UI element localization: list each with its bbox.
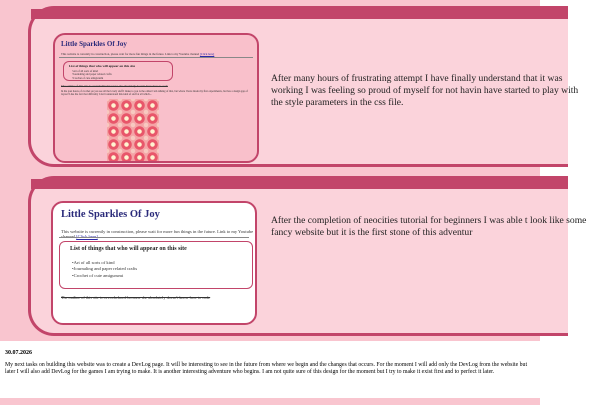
strike-text: The outline of this site is overwhelmed because she absolutely doesn't know how to code (61, 295, 211, 300)
crochet-pattern-image (107, 99, 159, 161)
screenshot-title: Little Sparkles Of Joy (61, 209, 160, 220)
bottom-band (0, 398, 540, 405)
divider (59, 57, 253, 58)
list-item: • Art of all sorts of kind (72, 70, 112, 73)
entry-text: My next tasks on building this website was to create a DevLog page. It will be interesting to see in the future from where we begin and the changes that occurs. For the moment I will add only the DevLog from the website but later I will also add DevLog for the games I am trying to make. It is another interesting adventure who begins. I am not quite sure of this design for the moment but I try to make it exist first and to perfect it later. (5, 362, 528, 376)
devlog-description: After the completion of neocities tutorial for beginners I was able t look like some fancy website but it is the first stone of this adventur (271, 215, 587, 238)
plans-box (59, 241, 253, 289)
entry-date: 30.07.2026 (5, 350, 32, 356)
screenshot-paragraph: In the past hours of crochet on you see all the lovely stuff I make to you is the oldest I am talking of that, but where I have made my first experiments, but has a design gap of layout! Like the fact that difficulty I don't understand this kind of stuff at all which... (61, 90, 248, 97)
plans-heading: List of things that who will appear on this site (69, 64, 135, 68)
devlog-card (28, 176, 587, 336)
notice-text: This website is currently in construction, please wait for more fun things in the future. Link to my Youtube channel (61, 52, 200, 56)
website-screenshot (51, 201, 257, 325)
strike-text: The outline of this site is overwhelmed because she absolutely doesn't know how to code (61, 84, 168, 88)
devlog-description: After many hours of frustrating attempt I have finally understand that it was working I was feeling so proud of myself for not havin have started to play with the style parameters in the css file. (271, 73, 579, 108)
plans-heading: List of things that who will appear on this site (70, 246, 187, 252)
notice-text: This website is currently in construction, please wait for more fun things in the future. Link to my Youtube (61, 229, 254, 234)
plans-list (72, 70, 112, 80)
notice-link: [Click here] (199, 52, 215, 56)
devlog-card (28, 6, 579, 167)
list-item: • Crochet of cute amigurumi (72, 273, 137, 279)
list-item: • Journaling and paper related crafts (72, 73, 112, 76)
plans-box (63, 61, 173, 81)
list-item: • Crochet of cute amigurumi (72, 77, 112, 80)
plans-list (72, 260, 137, 279)
website-screenshot (53, 33, 259, 163)
list-item: • Journaling and paper related crafts (72, 266, 137, 272)
list-item: • Art of all sorts of kind (72, 260, 137, 266)
divider (59, 237, 249, 238)
screenshot-notice (61, 52, 214, 56)
screenshot-title: Little Sparkles Of Joy (61, 40, 127, 48)
